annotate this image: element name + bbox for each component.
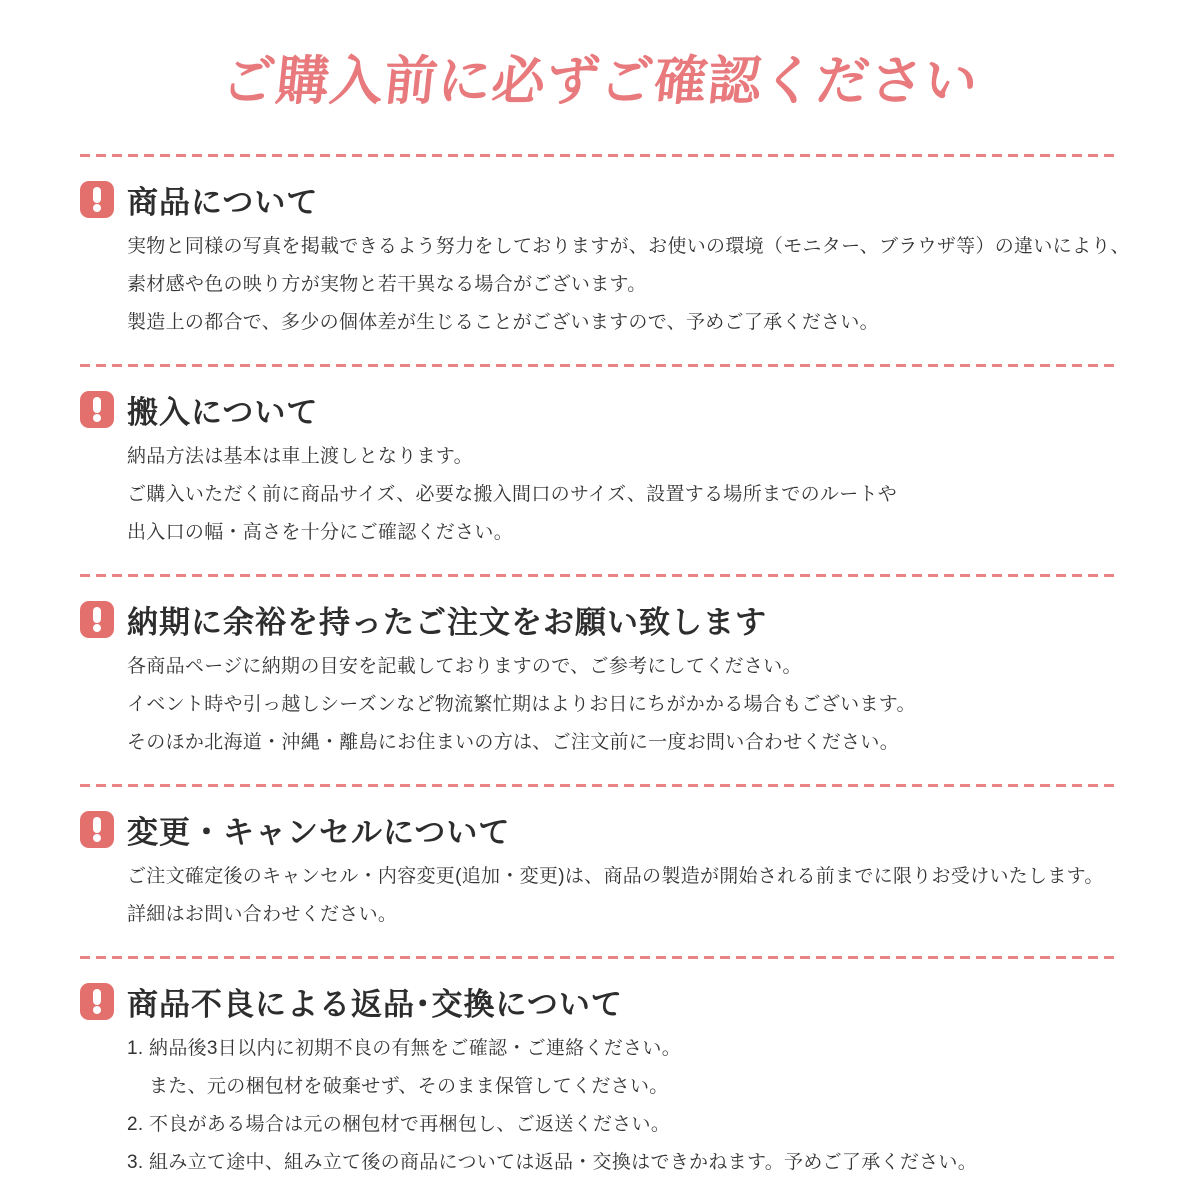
body-line: また、元の梱包材を破棄せず、そのまま保管してください。 <box>149 1075 669 1097</box>
section-body <box>127 858 1120 934</box>
body-line: ご購入いただく前に商品サイズ、必要な搬入間口のサイズ、設置する場所までのルートや <box>127 483 898 505</box>
section-return-exchange <box>80 979 1120 1182</box>
body-line: 出入口の幅・高さを十分にご確認ください。 <box>127 521 514 543</box>
section-header <box>80 807 1120 852</box>
section-lead-time <box>80 597 1120 762</box>
body-line: 素材感や色の映り方が実物と若干異なる場合がございます。 <box>127 273 647 295</box>
dashed-divider <box>80 574 1120 577</box>
section-heading: 搬入について <box>127 394 319 430</box>
section-header <box>80 597 1120 642</box>
alert-icon <box>80 181 114 218</box>
body-line: 1. 納品後3日以内に初期不良の有無をご確認・ご連絡ください。 <box>127 1037 681 1059</box>
page-title: ご購入前に必ずご確認ください <box>218 52 982 111</box>
body-line: 各商品ページに納期の目安を記載しておりますので、ご参考にしてください。 <box>127 655 802 677</box>
dashed-divider <box>80 956 1120 959</box>
body-line: 実物と同様の写真を掲載できるよう努力をしておりますが、お使いの環境（モニター、ブラウザ等）の違いにより、 <box>127 235 1130 257</box>
body-line: 納品方法は基本は車上渡しとなります。 <box>127 445 473 467</box>
alert-icon <box>80 811 114 848</box>
section-heading: 変更・キャンセルについて <box>127 814 511 850</box>
alert-icon <box>80 391 114 428</box>
section-product-info <box>80 177 1130 342</box>
section-header <box>80 177 1120 222</box>
body-line: 詳細はお問い合わせください。 <box>127 903 398 925</box>
section-heading: 納期に余裕を持ったご注文をお願い致します <box>127 604 767 640</box>
section-carry-in <box>80 387 1120 552</box>
dashed-divider <box>80 364 1120 367</box>
body-line: そのほか北海道・沖縄・離島にお住まいの方は、ご注文前に一度お問い合わせください。 <box>127 731 900 753</box>
alert-icon <box>80 601 114 638</box>
body-line: ご注文確定後のキャンセル・内容変更(追加・変更)は、商品の製造が開始される前までに限りお受けいたします。 <box>127 865 1104 887</box>
body-line: イベント時や引っ越しシーズンなど物流繁忙期はよりお日にちがかかる場合もございます。 <box>127 693 916 715</box>
section-body <box>127 648 1120 762</box>
dashed-divider <box>80 154 1120 157</box>
section-change-cancel <box>80 807 1120 934</box>
alert-icon <box>80 983 114 1020</box>
section-header <box>80 387 1120 432</box>
dashed-divider <box>80 784 1120 787</box>
section-heading: 商品不良による返品･交換について <box>127 986 623 1022</box>
body-line: 製造上の都合で、多少の個体差が生じることがございますので、予めご了承ください。 <box>127 311 879 333</box>
section-header <box>80 979 1120 1024</box>
section-body <box>127 438 1120 552</box>
section-body <box>127 1030 1120 1182</box>
body-line: 3. 組み立て途中、組み立て後の商品については返品・交換はできかねます。予めご了承ください。 <box>127 1151 978 1173</box>
section-body <box>127 228 1130 342</box>
body-line: 2. 不良がある場合は元の梱包材で再梱包し、ご返送ください。 <box>127 1113 671 1135</box>
section-heading: 商品について <box>127 184 319 220</box>
